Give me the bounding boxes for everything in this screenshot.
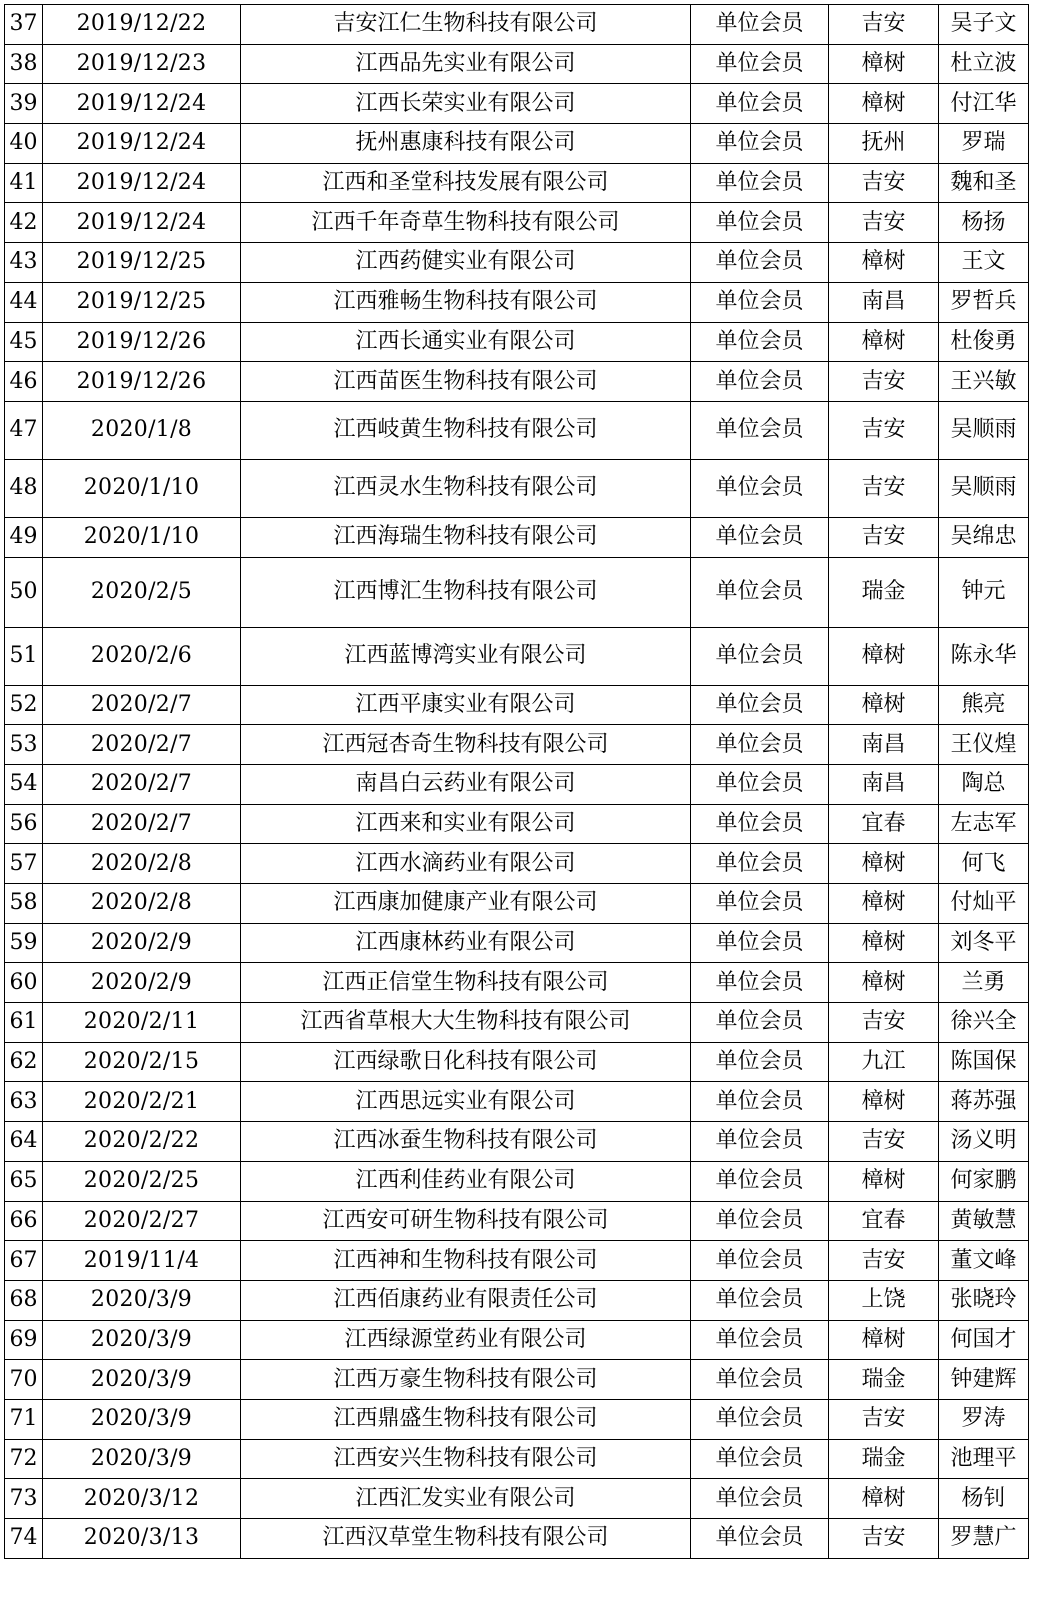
row-number-cell: 72: [5, 1439, 43, 1479]
company-name-cell: 江西水滴药业有限公司: [241, 844, 691, 884]
company-name-cell: 江西平康实业有限公司: [241, 685, 691, 725]
contact-person-cell: 黄敏慧: [939, 1201, 1029, 1241]
contact-person-cell: 罗涛: [939, 1399, 1029, 1439]
row-number-cell: 64: [5, 1122, 43, 1162]
contact-person-cell: 左志军: [939, 804, 1029, 844]
company-name-cell: 江西省草根大大生物科技有限公司: [241, 1003, 691, 1043]
join-date-cell: 2020/3/9: [43, 1320, 241, 1360]
table-row: [5, 627, 1029, 685]
table-row: [5, 1439, 1029, 1479]
company-name-cell: 江西绿源堂药业有限公司: [241, 1320, 691, 1360]
join-date-cell: 2020/2/15: [43, 1042, 241, 1082]
member-type-cell: 单位会员: [691, 1161, 829, 1201]
contact-person-cell: 吴绵忠: [939, 517, 1029, 557]
contact-person-cell: 汤义明: [939, 1122, 1029, 1162]
city-cell: 吉安: [829, 1003, 939, 1043]
join-date-cell: 2020/2/6: [43, 627, 241, 685]
join-date-cell: 2020/2/9: [43, 923, 241, 963]
city-cell: 樟树: [829, 1479, 939, 1519]
contact-person-cell: 罗瑞: [939, 124, 1029, 164]
company-name-cell: 江西千年奇草生物科技有限公司: [241, 203, 691, 243]
contact-person-cell: 董文峰: [939, 1241, 1029, 1281]
member-type-cell: 单位会员: [691, 203, 829, 243]
row-number-cell: 60: [5, 963, 43, 1003]
contact-person-cell: 兰勇: [939, 963, 1029, 1003]
row-number-cell: 51: [5, 627, 43, 685]
join-date-cell: 2020/2/7: [43, 764, 241, 804]
row-number-cell: 43: [5, 243, 43, 283]
join-date-cell: 2020/2/7: [43, 804, 241, 844]
member-type-cell: 单位会员: [691, 627, 829, 685]
join-date-cell: 2020/1/10: [43, 459, 241, 517]
company-name-cell: 江西长通实业有限公司: [241, 322, 691, 362]
row-number-cell: 57: [5, 844, 43, 884]
contact-person-cell: 刘冬平: [939, 923, 1029, 963]
contact-person-cell: 张晓玲: [939, 1280, 1029, 1320]
company-name-cell: 江西佰康药业有限责任公司: [241, 1280, 691, 1320]
member-type-cell: 单位会员: [691, 362, 829, 402]
city-cell: 吉安: [829, 1122, 939, 1162]
city-cell: 上饶: [829, 1280, 939, 1320]
join-date-cell: 2019/12/24: [43, 84, 241, 124]
city-cell: 吉安: [829, 459, 939, 517]
row-number-cell: 53: [5, 725, 43, 765]
table-row: [5, 764, 1029, 804]
company-name-cell: 江西海瑞生物科技有限公司: [241, 517, 691, 557]
table-row: [5, 163, 1029, 203]
company-name-cell: 江西汉草堂生物科技有限公司: [241, 1519, 691, 1559]
contact-person-cell: 杨扬: [939, 203, 1029, 243]
contact-person-cell: 何国才: [939, 1320, 1029, 1360]
row-number-cell: 59: [5, 923, 43, 963]
join-date-cell: 2019/11/4: [43, 1241, 241, 1281]
company-name-cell: 江西思远实业有限公司: [241, 1082, 691, 1122]
table-row: [5, 1360, 1029, 1400]
contact-person-cell: 熊亮: [939, 685, 1029, 725]
contact-person-cell: 陶总: [939, 764, 1029, 804]
company-name-cell: 江西冰蚕生物科技有限公司: [241, 1122, 691, 1162]
company-name-cell: 抚州惠康科技有限公司: [241, 124, 691, 164]
contact-person-cell: 王兴敏: [939, 362, 1029, 402]
city-cell: 瑞金: [829, 1360, 939, 1400]
city-cell: 吉安: [829, 362, 939, 402]
join-date-cell: 2020/2/25: [43, 1161, 241, 1201]
company-name-cell: 江西冠杏奇生物科技有限公司: [241, 725, 691, 765]
table-row: [5, 203, 1029, 243]
table-row: [5, 5, 1029, 45]
company-name-cell: 江西正信堂生物科技有限公司: [241, 963, 691, 1003]
company-name-cell: 江西汇发实业有限公司: [241, 1479, 691, 1519]
table-row: [5, 243, 1029, 283]
member-type-cell: 单位会员: [691, 1042, 829, 1082]
contact-person-cell: 付灿平: [939, 884, 1029, 924]
row-number-cell: 73: [5, 1479, 43, 1519]
company-name-cell: 江西药健实业有限公司: [241, 243, 691, 283]
member-type-cell: 单位会员: [691, 1399, 829, 1439]
member-type-cell: 单位会员: [691, 44, 829, 84]
city-cell: 宜春: [829, 804, 939, 844]
contact-person-cell: 吴顺雨: [939, 401, 1029, 459]
company-name-cell: 江西绿歌日化科技有限公司: [241, 1042, 691, 1082]
join-date-cell: 2019/12/26: [43, 362, 241, 402]
contact-person-cell: 蒋苏强: [939, 1082, 1029, 1122]
table-row: [5, 1320, 1029, 1360]
join-date-cell: 2020/3/9: [43, 1439, 241, 1479]
row-number-cell: 49: [5, 517, 43, 557]
contact-person-cell: 罗哲兵: [939, 282, 1029, 322]
join-date-cell: 2019/12/25: [43, 243, 241, 283]
row-number-cell: 70: [5, 1360, 43, 1400]
member-type-cell: 单位会员: [691, 685, 829, 725]
row-number-cell: 44: [5, 282, 43, 322]
member-table-body: [5, 5, 1029, 1559]
table-row: [5, 1201, 1029, 1241]
table-row: [5, 844, 1029, 884]
table-row: [5, 84, 1029, 124]
member-type-cell: 单位会员: [691, 1280, 829, 1320]
row-number-cell: 42: [5, 203, 43, 243]
table-row: [5, 685, 1029, 725]
row-number-cell: 40: [5, 124, 43, 164]
table-row: [5, 1280, 1029, 1320]
join-date-cell: 2019/12/23: [43, 44, 241, 84]
join-date-cell: 2019/12/26: [43, 322, 241, 362]
table-row: [5, 1479, 1029, 1519]
city-cell: 南昌: [829, 764, 939, 804]
join-date-cell: 2019/12/24: [43, 163, 241, 203]
join-date-cell: 2020/2/11: [43, 1003, 241, 1043]
city-cell: 吉安: [829, 1399, 939, 1439]
join-date-cell: 2019/12/24: [43, 203, 241, 243]
member-type-cell: 单位会员: [691, 1479, 829, 1519]
company-name-cell: 江西品先实业有限公司: [241, 44, 691, 84]
table-row: [5, 1003, 1029, 1043]
row-number-cell: 56: [5, 804, 43, 844]
city-cell: 樟树: [829, 923, 939, 963]
row-number-cell: 38: [5, 44, 43, 84]
city-cell: 南昌: [829, 282, 939, 322]
join-date-cell: 2020/2/7: [43, 725, 241, 765]
table-row: [5, 725, 1029, 765]
table-row: [5, 517, 1029, 557]
table-row: [5, 282, 1029, 322]
city-cell: 樟树: [829, 84, 939, 124]
member-type-cell: 单位会员: [691, 1241, 829, 1281]
city-cell: 樟树: [829, 1161, 939, 1201]
contact-person-cell: 杨钊: [939, 1479, 1029, 1519]
join-date-cell: 2020/2/21: [43, 1082, 241, 1122]
city-cell: 樟树: [829, 627, 939, 685]
table-row: [5, 459, 1029, 517]
join-date-cell: 2020/1/8: [43, 401, 241, 459]
company-name-cell: 江西神和生物科技有限公司: [241, 1241, 691, 1281]
row-number-cell: 67: [5, 1241, 43, 1281]
table-row: [5, 44, 1029, 84]
row-number-cell: 68: [5, 1280, 43, 1320]
join-date-cell: 2020/2/8: [43, 844, 241, 884]
member-type-cell: 单位会员: [691, 517, 829, 557]
company-name-cell: 江西利佳药业有限公司: [241, 1161, 691, 1201]
city-cell: 吉安: [829, 1519, 939, 1559]
row-number-cell: 54: [5, 764, 43, 804]
company-name-cell: 江西康林药业有限公司: [241, 923, 691, 963]
member-type-cell: 单位会员: [691, 243, 829, 283]
table-row: [5, 1241, 1029, 1281]
table-row: [5, 1042, 1029, 1082]
city-cell: 樟树: [829, 243, 939, 283]
member-type-cell: 单位会员: [691, 923, 829, 963]
row-number-cell: 39: [5, 84, 43, 124]
contact-person-cell: 何飞: [939, 844, 1029, 884]
join-date-cell: 2020/2/27: [43, 1201, 241, 1241]
contact-person-cell: 陈永华: [939, 627, 1029, 685]
join-date-cell: 2020/3/9: [43, 1399, 241, 1439]
contact-person-cell: 徐兴全: [939, 1003, 1029, 1043]
city-cell: 樟树: [829, 963, 939, 1003]
member-type-cell: 单位会员: [691, 725, 829, 765]
contact-person-cell: 杜立波: [939, 44, 1029, 84]
city-cell: 樟树: [829, 844, 939, 884]
city-cell: 樟树: [829, 1082, 939, 1122]
member-type-cell: 单位会员: [691, 1519, 829, 1559]
member-type-cell: 单位会员: [691, 844, 829, 884]
table-row: [5, 1161, 1029, 1201]
member-table: [4, 4, 1029, 1559]
join-date-cell: 2020/2/8: [43, 884, 241, 924]
table-row: [5, 1122, 1029, 1162]
company-name-cell: 江西来和实业有限公司: [241, 804, 691, 844]
table-row: [5, 1399, 1029, 1439]
contact-person-cell: 吴子文: [939, 5, 1029, 45]
contact-person-cell: 池理平: [939, 1439, 1029, 1479]
table-row: [5, 557, 1029, 627]
company-name-cell: 江西长荣实业有限公司: [241, 84, 691, 124]
company-name-cell: 江西博汇生物科技有限公司: [241, 557, 691, 627]
table-row: [5, 884, 1029, 924]
member-type-cell: 单位会员: [691, 963, 829, 1003]
member-type-cell: 单位会员: [691, 163, 829, 203]
join-date-cell: 2020/3/13: [43, 1519, 241, 1559]
row-number-cell: 71: [5, 1399, 43, 1439]
row-number-cell: 52: [5, 685, 43, 725]
contact-person-cell: 吴顺雨: [939, 459, 1029, 517]
row-number-cell: 66: [5, 1201, 43, 1241]
city-cell: 瑞金: [829, 557, 939, 627]
member-type-cell: 单位会员: [691, 282, 829, 322]
member-type-cell: 单位会员: [691, 557, 829, 627]
table-row: [5, 923, 1029, 963]
company-name-cell: 江西蓝博湾实业有限公司: [241, 627, 691, 685]
member-type-cell: 单位会员: [691, 1122, 829, 1162]
city-cell: 樟树: [829, 44, 939, 84]
row-number-cell: 65: [5, 1161, 43, 1201]
company-name-cell: 江西和圣堂科技发展有限公司: [241, 163, 691, 203]
member-type-cell: 单位会员: [691, 764, 829, 804]
row-number-cell: 45: [5, 322, 43, 362]
join-date-cell: 2020/3/12: [43, 1479, 241, 1519]
company-name-cell: 南昌白云药业有限公司: [241, 764, 691, 804]
city-cell: 吉安: [829, 401, 939, 459]
city-cell: 九江: [829, 1042, 939, 1082]
contact-person-cell: 杜俊勇: [939, 322, 1029, 362]
city-cell: 宜春: [829, 1201, 939, 1241]
row-number-cell: 69: [5, 1320, 43, 1360]
member-type-cell: 单位会员: [691, 1201, 829, 1241]
city-cell: 南昌: [829, 725, 939, 765]
join-date-cell: 2020/2/22: [43, 1122, 241, 1162]
member-type-cell: 单位会员: [691, 1360, 829, 1400]
contact-person-cell: 付江华: [939, 84, 1029, 124]
row-number-cell: 62: [5, 1042, 43, 1082]
member-type-cell: 单位会员: [691, 884, 829, 924]
contact-person-cell: 罗慧广: [939, 1519, 1029, 1559]
member-type-cell: 单位会员: [691, 5, 829, 45]
contact-person-cell: 钟建辉: [939, 1360, 1029, 1400]
member-type-cell: 单位会员: [691, 124, 829, 164]
city-cell: 樟树: [829, 685, 939, 725]
company-name-cell: 江西岐黄生物科技有限公司: [241, 401, 691, 459]
city-cell: 吉安: [829, 203, 939, 243]
contact-person-cell: 何家鹏: [939, 1161, 1029, 1201]
contact-person-cell: 钟元: [939, 557, 1029, 627]
city-cell: 樟树: [829, 884, 939, 924]
row-number-cell: 37: [5, 5, 43, 45]
company-name-cell: 江西康加健康产业有限公司: [241, 884, 691, 924]
table-row: [5, 1519, 1029, 1559]
row-number-cell: 58: [5, 884, 43, 924]
table-row: [5, 362, 1029, 402]
city-cell: 吉安: [829, 1241, 939, 1281]
member-type-cell: 单位会员: [691, 1082, 829, 1122]
member-type-cell: 单位会员: [691, 459, 829, 517]
row-number-cell: 41: [5, 163, 43, 203]
join-date-cell: 2020/2/5: [43, 557, 241, 627]
company-name-cell: 江西苗医生物科技有限公司: [241, 362, 691, 402]
row-number-cell: 47: [5, 401, 43, 459]
contact-person-cell: 魏和圣: [939, 163, 1029, 203]
member-type-cell: 单位会员: [691, 1320, 829, 1360]
company-name-cell: 江西安可研生物科技有限公司: [241, 1201, 691, 1241]
table-row: [5, 1082, 1029, 1122]
city-cell: 吉安: [829, 163, 939, 203]
row-number-cell: 50: [5, 557, 43, 627]
row-number-cell: 46: [5, 362, 43, 402]
join-date-cell: 2020/2/9: [43, 963, 241, 1003]
company-name-cell: 吉安江仁生物科技有限公司: [241, 5, 691, 45]
join-date-cell: 2019/12/22: [43, 5, 241, 45]
table-row: [5, 322, 1029, 362]
company-name-cell: 江西雅畅生物科技有限公司: [241, 282, 691, 322]
city-cell: 樟树: [829, 1320, 939, 1360]
member-type-cell: 单位会员: [691, 1003, 829, 1043]
table-row: [5, 963, 1029, 1003]
join-date-cell: 2019/12/24: [43, 124, 241, 164]
contact-person-cell: 陈国保: [939, 1042, 1029, 1082]
member-type-cell: 单位会员: [691, 401, 829, 459]
join-date-cell: 2020/3/9: [43, 1360, 241, 1400]
city-cell: 瑞金: [829, 1439, 939, 1479]
row-number-cell: 74: [5, 1519, 43, 1559]
table-row: [5, 804, 1029, 844]
join-date-cell: 2020/3/9: [43, 1280, 241, 1320]
join-date-cell: 2020/2/7: [43, 685, 241, 725]
company-name-cell: 江西灵水生物科技有限公司: [241, 459, 691, 517]
city-cell: 抚州: [829, 124, 939, 164]
join-date-cell: 2019/12/25: [43, 282, 241, 322]
row-number-cell: 63: [5, 1082, 43, 1122]
company-name-cell: 江西鼎盛生物科技有限公司: [241, 1399, 691, 1439]
member-type-cell: 单位会员: [691, 804, 829, 844]
member-type-cell: 单位会员: [691, 322, 829, 362]
contact-person-cell: 王文: [939, 243, 1029, 283]
city-cell: 吉安: [829, 5, 939, 45]
member-type-cell: 单位会员: [691, 84, 829, 124]
table-row: [5, 401, 1029, 459]
company-name-cell: 江西安兴生物科技有限公司: [241, 1439, 691, 1479]
join-date-cell: 2020/1/10: [43, 517, 241, 557]
row-number-cell: 48: [5, 459, 43, 517]
company-name-cell: 江西万豪生物科技有限公司: [241, 1360, 691, 1400]
row-number-cell: 61: [5, 1003, 43, 1043]
member-type-cell: 单位会员: [691, 1439, 829, 1479]
contact-person-cell: 王仪煌: [939, 725, 1029, 765]
table-row: [5, 124, 1029, 164]
city-cell: 樟树: [829, 322, 939, 362]
city-cell: 吉安: [829, 517, 939, 557]
